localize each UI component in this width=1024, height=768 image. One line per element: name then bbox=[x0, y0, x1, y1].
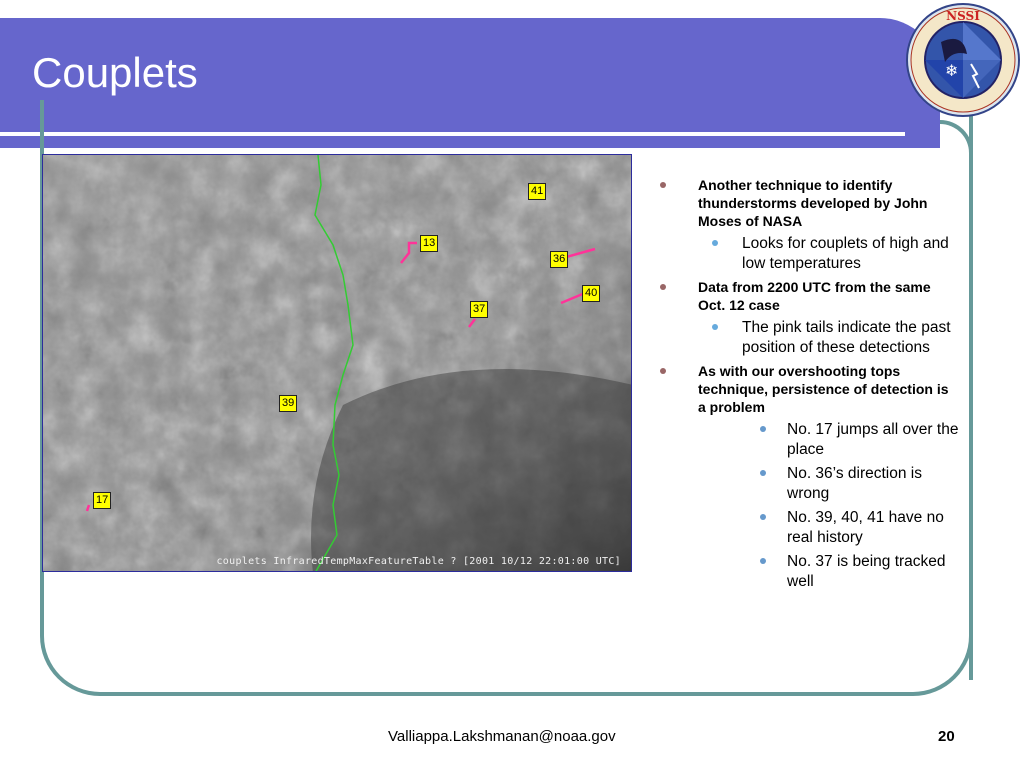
marker-13: 13 bbox=[420, 235, 438, 252]
footer-email: Valliappa.Lakshmanan@noaa.gov bbox=[388, 728, 616, 745]
marker-36: 36 bbox=[550, 251, 568, 268]
marker-41: 41 bbox=[528, 183, 546, 200]
bullet-item: Another technique to identify thunderstorms developed by John Moses of NASA bbox=[660, 176, 960, 230]
page-number: 20 bbox=[938, 728, 955, 745]
bullet-item: No. 39, 40, 41 have no real history bbox=[660, 508, 960, 548]
bullet-list bbox=[660, 176, 960, 596]
bullet-item: Looks for couplets of high and low temperatures bbox=[660, 234, 960, 274]
image-caption: couplets InfraredTempMaxFeatureTable ? [2001 10/12 22:01:00 UTC] bbox=[216, 556, 621, 567]
nssl-logo bbox=[905, 2, 1021, 118]
bullet-item: No. 17 jumps all over the place bbox=[660, 420, 960, 460]
svg-text:❄: ❄ bbox=[945, 61, 959, 80]
marker-39: 39 bbox=[279, 395, 297, 412]
slide-title: Couplets bbox=[32, 49, 198, 96]
bullet-item: The pink tails indicate the past position of these detections bbox=[660, 318, 960, 358]
logo-wordmark: NSSI bbox=[946, 9, 980, 23]
marker-40: 40 bbox=[582, 285, 600, 302]
marker-37: 37 bbox=[470, 301, 488, 318]
bullet-item: Data from 2200 UTC from the same Oct. 12 case bbox=[660, 278, 960, 314]
satellite-image bbox=[42, 154, 632, 572]
bullet-item: No. 37 is being tracked well bbox=[660, 552, 960, 592]
marker-17: 17 bbox=[93, 492, 111, 509]
bullet-item: No. 36’s direction is wrong bbox=[660, 464, 960, 504]
bullet-item: As with our overshooting tops technique, persistence of detection is a problem bbox=[660, 362, 960, 416]
